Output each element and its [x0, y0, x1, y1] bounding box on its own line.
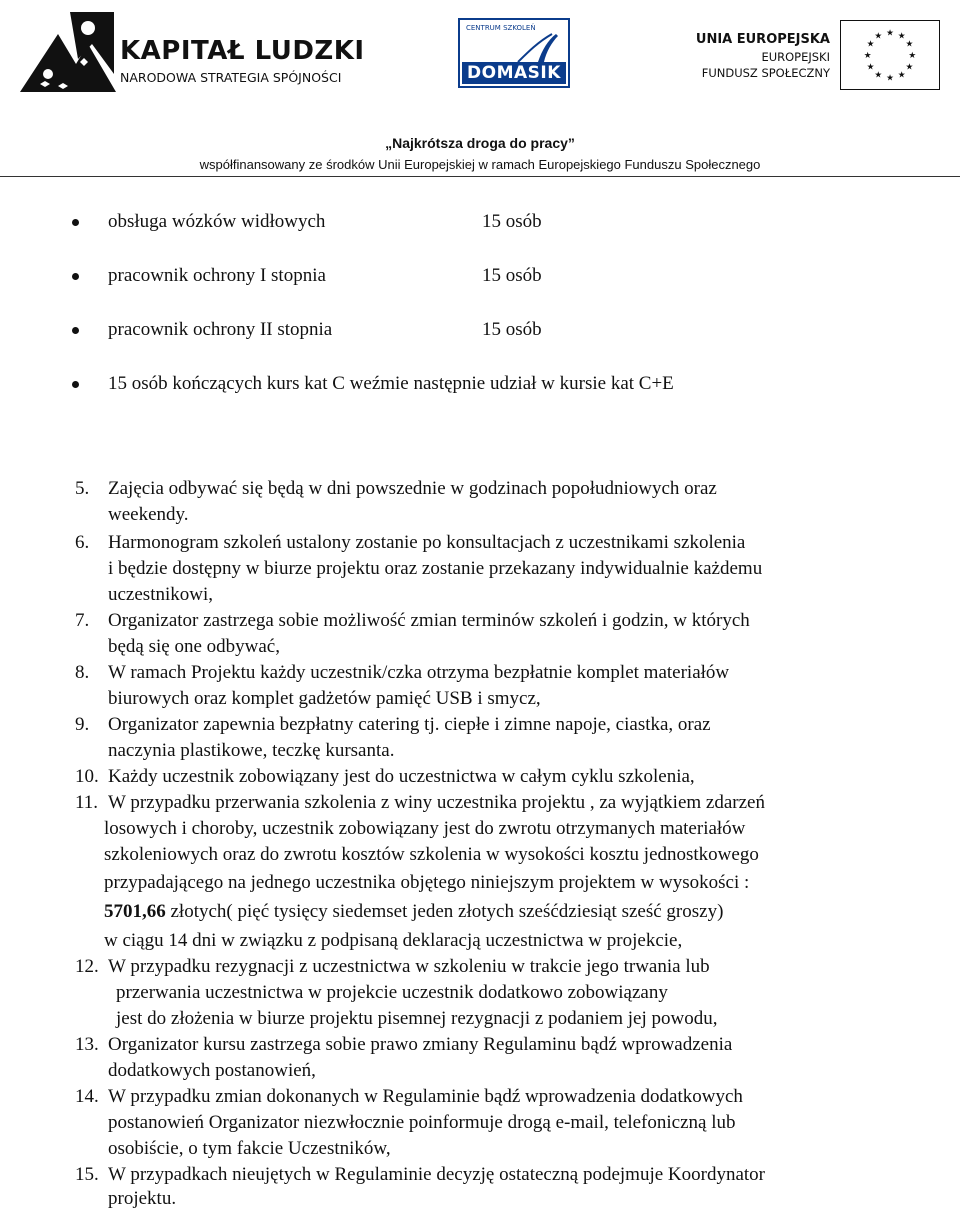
- domasik-name: DOMASIK: [462, 62, 566, 84]
- kapital-ludzki-title: KAPITAŁ LUDZKI: [120, 36, 365, 66]
- item-text: przerwania uczestnictwa w projekcie uczestnik dodatkowo zobowiązany: [116, 982, 668, 1003]
- centrum-szkolen-label: CENTRUM SZKOLEŃ: [466, 24, 536, 32]
- item-text: Zajęcia odbywać się będą w dni powszednie w godzinach popołudniowych oraz: [108, 478, 717, 499]
- course-count: 15 osób: [482, 265, 542, 286]
- eu-line-3: FUNDUSZ SPOŁECZNY: [701, 66, 830, 80]
- svg-text:★: ★: [866, 39, 875, 50]
- item-number: 14.: [75, 1086, 99, 1107]
- amount-words: złotych( pięć tysięcy siedemset jeden złotych sześćdziesiąt sześć groszy): [165, 901, 724, 922]
- item-text: i będzie dostępny w biurze projektu oraz zostanie przekazany indywidualnie każdemu: [108, 558, 763, 579]
- item-text: w ciągu 14 dni w związku z podpisaną deklaracją uczestnictwa w projekcie,: [104, 930, 683, 951]
- item-text: W przypadkach nieujętych w Regulaminie decyzję ostateczną podejmuje Koordynator: [108, 1164, 766, 1185]
- item-text: losowych i choroby, uczestnik zobowiązany jest do zwrotu otrzymanych materiałów: [104, 818, 746, 839]
- course-name: pracownik ochrony I stopnia: [108, 265, 326, 286]
- bullet-dot: [72, 381, 79, 388]
- item-text: postanowień Organizator niezwłocznie poinformuje drogą e-mail, telefoniczną lub: [108, 1112, 736, 1133]
- item-text: W przypadku rezygnacji z uczestnictwa w szkoleniu w trakcie jego trwania lub: [108, 956, 710, 977]
- domasik-banner: [458, 18, 570, 88]
- item-number: 8.: [75, 662, 90, 683]
- course-count: 15 osób: [482, 211, 542, 232]
- svg-text:★: ★: [908, 50, 917, 61]
- domasik-logo: [458, 18, 570, 88]
- item-text: weekendy.: [108, 504, 189, 525]
- svg-text:★: ★: [874, 70, 883, 81]
- course-name: pracownik ochrony II stopnia: [108, 319, 333, 340]
- svg-text:★: ★: [866, 62, 875, 73]
- item-text: Harmonogram szkoleń ustalony zostanie po konsultacjach z uczestnikami szkolenia: [108, 532, 746, 553]
- kapital-ludzki-logo: [18, 4, 368, 96]
- svg-text:★: ★: [874, 31, 883, 42]
- item-number: 10.: [75, 766, 99, 787]
- item-text: projektu.: [108, 1188, 177, 1209]
- eu-line-1: UNIA EUROPEJSKA: [695, 32, 830, 47]
- item-text: W ramach Projektu każdy uczestnik/czka otrzyma bezpłatnie komplet materiałów: [108, 662, 730, 683]
- kapital-ludzki-subtitle: NARODOWA STRATEGIA SPÓJNOŚCI: [120, 70, 342, 85]
- course-name: obsługa wózków widłowych: [108, 211, 326, 232]
- amount-line: [104, 901, 723, 923]
- svg-text:★: ★: [886, 28, 894, 39]
- item-number: 6.: [75, 532, 90, 553]
- item-text: Organizator zastrzega sobie możliwość zmian terminów szkoleń i godzin, w których: [108, 610, 750, 631]
- bullet-dot: [72, 273, 79, 280]
- item-text: jest do złożenia w biurze projektu pisemnej rezygnacji z podaniem jej powodu,: [116, 1008, 718, 1029]
- eu-flag-icon: [840, 20, 940, 90]
- item-text: biurowych oraz komplet gadżetów pamięć USB i smycz,: [108, 688, 541, 709]
- cofinancing-note: współfinansowany ze środków Unii Europejskiej w ramach Europejskiego Funduszu Społecznego: [199, 157, 761, 172]
- kapital-ludzki-emblem-icon: [18, 4, 118, 96]
- eu-line-2: EUROPEJSKI: [761, 50, 830, 64]
- item-text: W przypadku zmian dokonanych w Regulaminie bądź wprowadzenia dodatkowych: [108, 1086, 743, 1107]
- item-text: będą się one odbywać,: [108, 636, 280, 657]
- item-text: przypadającego na jednego uczestnika objętego niniejszym projektem w wysokości :: [104, 872, 750, 893]
- header-divider: [0, 176, 960, 177]
- bullet-dot: [72, 219, 79, 226]
- item-number: 12.: [75, 956, 99, 977]
- item-text: osobiście, o tym fakcie Uczestników,: [108, 1138, 391, 1159]
- svg-text:★: ★: [905, 39, 914, 50]
- svg-text:★: ★: [886, 73, 894, 84]
- item-number: 7.: [75, 610, 90, 631]
- svg-text:★: ★: [897, 70, 906, 81]
- item-text: W przypadku przerwania szkolenia z winy uczestnika projektu , za wyjątkiem zdarzeń: [108, 792, 765, 813]
- eu-logo: [690, 20, 945, 94]
- project-tagline: „Najkrótsza droga do pracy”: [385, 135, 575, 151]
- svg-text:★: ★: [905, 62, 914, 73]
- item-text: Każdy uczestnik zobowiązany jest do uczestnictwa w całym cyklu szkolenia,: [108, 766, 695, 787]
- item-text: uczestnikowi,: [108, 584, 214, 605]
- item-text: Organizator zapewnia bezpłatny catering tj. ciepłe i zimne napoje, ciastka, oraz: [108, 714, 711, 735]
- item-number: 9.: [75, 714, 90, 735]
- road-icon: [508, 32, 558, 62]
- item-number: 11.: [75, 792, 99, 813]
- item-text: dodatkowych postanowień,: [108, 1060, 316, 1081]
- course-name: 15 osób kończących kurs kat C weźmie następnie udział w kursie kat C+E: [108, 373, 674, 394]
- amount-value: 5701,66: [104, 901, 166, 922]
- item-number: 5.: [75, 478, 90, 499]
- item-number: 13.: [75, 1034, 99, 1055]
- page-header: [0, 0, 960, 180]
- bullet-dot: [72, 327, 79, 334]
- item-text: Organizator kursu zastrzega sobie prawo zmiany Regulaminu bądź wprowadzenia: [108, 1034, 733, 1055]
- svg-text:★: ★: [897, 31, 906, 42]
- item-text: szkoleniowych oraz do zwrotu kosztów szkolenia w wysokości kosztu jednostkowego: [104, 844, 759, 865]
- item-text: naczynia plastikowe, teczkę kursanta.: [108, 740, 395, 761]
- svg-text:★: ★: [863, 50, 872, 61]
- course-count: 15 osób: [482, 319, 542, 340]
- item-number: 15.: [75, 1164, 99, 1185]
